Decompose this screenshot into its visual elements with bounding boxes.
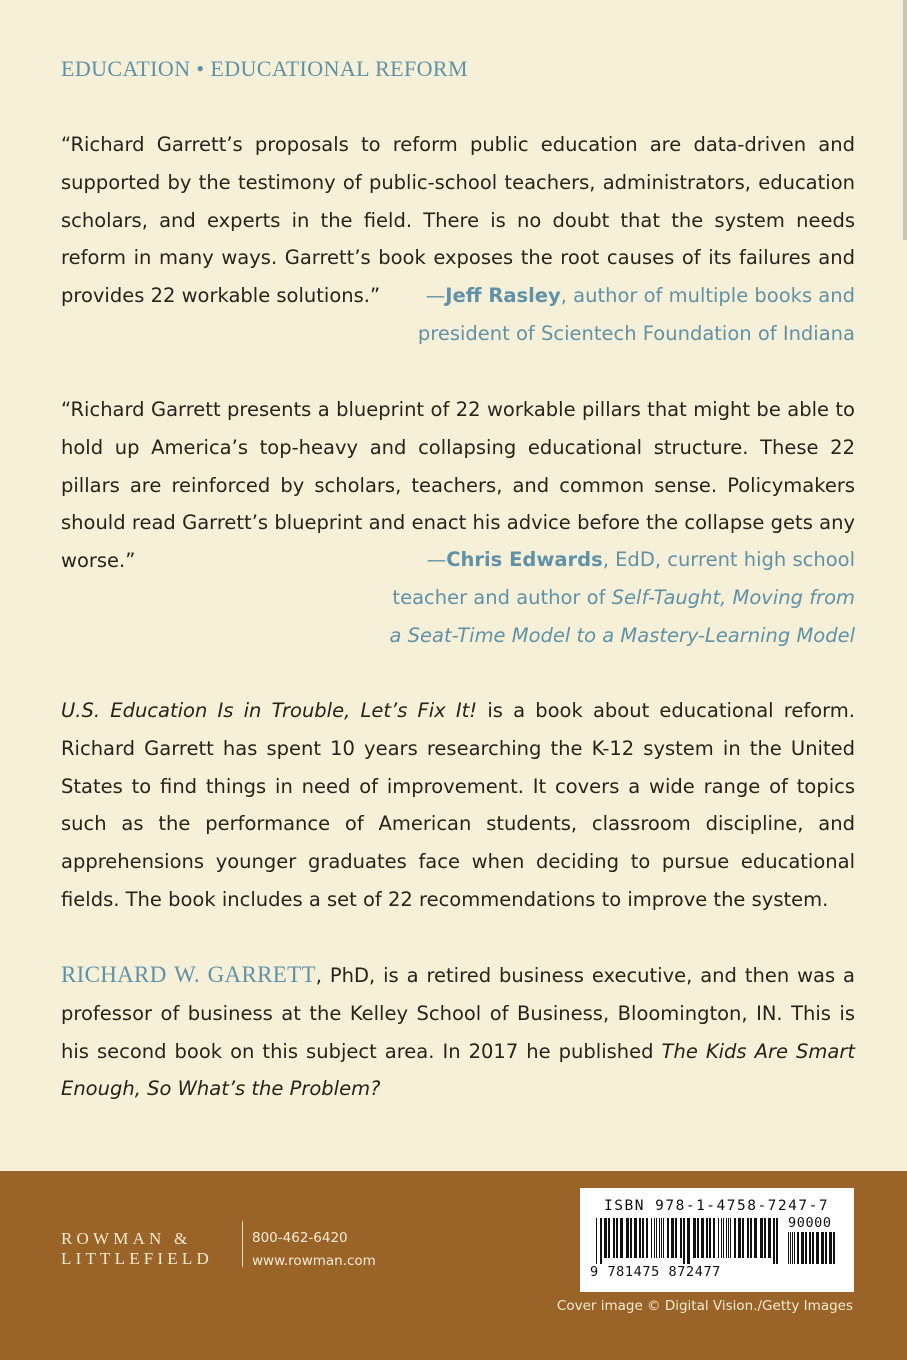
author-bio-text: , PhD, is a retired business executive, and then was a professor of business at the Kelley School of Business, Bloomington, IN. This is his second book on this subject area. In 2017 he published: [61, 964, 855, 1063]
book-title: The Kids Are Smart Enough, So What’s the Problem?: [61, 1039, 855, 1101]
divider: [242, 1221, 243, 1267]
book-title: Self-Taught, Moving from: [611, 585, 855, 609]
author-bio: [61, 956, 855, 1108]
attribution-name: Chris Edwards: [446, 548, 603, 571]
author-name: RICHARD W. GARRETT: [61, 962, 316, 987]
isbn-number: ISBN 978-1-4758-7247-7: [604, 1198, 830, 1214]
attribution-jeff-rasley: [418, 277, 855, 353]
barcode-addon: 90000: [788, 1215, 832, 1231]
attribution-chris-edwards: [390, 541, 856, 654]
attribution-role: , EdD, current high school: [602, 548, 855, 571]
attribution-role: president of Scientech Foundation of Indiana: [417, 321, 855, 345]
dash: —: [426, 548, 447, 571]
category-label: EDUCATION • EDUCATIONAL REFORM: [61, 56, 468, 81]
attribution-role: teacher and author of: [392, 585, 612, 609]
book-description: [61, 692, 855, 919]
description-text: is a book about educational reform. Richard Garrett has spent 10 years researching the K-12 system in the United States to find things in need of improvement. It covers a wide range of topics such as the performance of American students, classroom discipline, and apprehensions younger graduates face when deciding to pursue educational fields. The book includes a set of 22 recommendations to improve the system.: [61, 699, 856, 911]
cover-credit: Cover image © Digital Vision./Getty Images: [556, 1298, 853, 1314]
attribution-name: Jeff Rasley: [445, 284, 561, 307]
phone-number: 800-462-6420: [252, 1230, 348, 1246]
barcode-digits: 9 781475 872477: [590, 1264, 721, 1280]
quote-chris-edwards: “Richard Garrett presents a blueprint of 22 workable pillars that might be able to hold up America’s top-heavy and collapsing educational structure. These 22 pillars are reinforced by scholars, teachers, and common sense. Policymakers should read Garrett’s blueprint and enact his advice before the collapse gets any worse.”: [61, 398, 855, 573]
dash: —: [425, 284, 446, 307]
publisher-name-line: LITTLEFIELD: [61, 1249, 213, 1268]
barcode-bars-icon: [590, 1218, 842, 1264]
website: www.rowman.com: [252, 1253, 376, 1269]
book-title: U.S. Education Is in Trouble, Let’s Fix It!: [61, 699, 478, 722]
publisher-name-line: ROWMAN &: [61, 1229, 192, 1248]
footer-band: [0, 1171, 907, 1360]
barcode: [580, 1188, 854, 1292]
publisher-contact: [252, 1227, 376, 1273]
page-edge: [903, 0, 907, 240]
book-title: a Seat-Time Model to a Mastery-Learning Model: [389, 623, 855, 647]
quote-jeff-rasley: “Richard Garrett’s proposals to reform public education are data-driven and supported by the testimony of public-school teachers, administrators, education scholars, and experts in the field. There is no doubt that the system needs reform in many ways. Garrett’s book exposes the root causes of its failures and provides 22 workable solutions.”: [61, 133, 855, 308]
attribution-role: , author of multiple books and: [560, 284, 855, 307]
publisher-logo: [61, 1229, 231, 1269]
